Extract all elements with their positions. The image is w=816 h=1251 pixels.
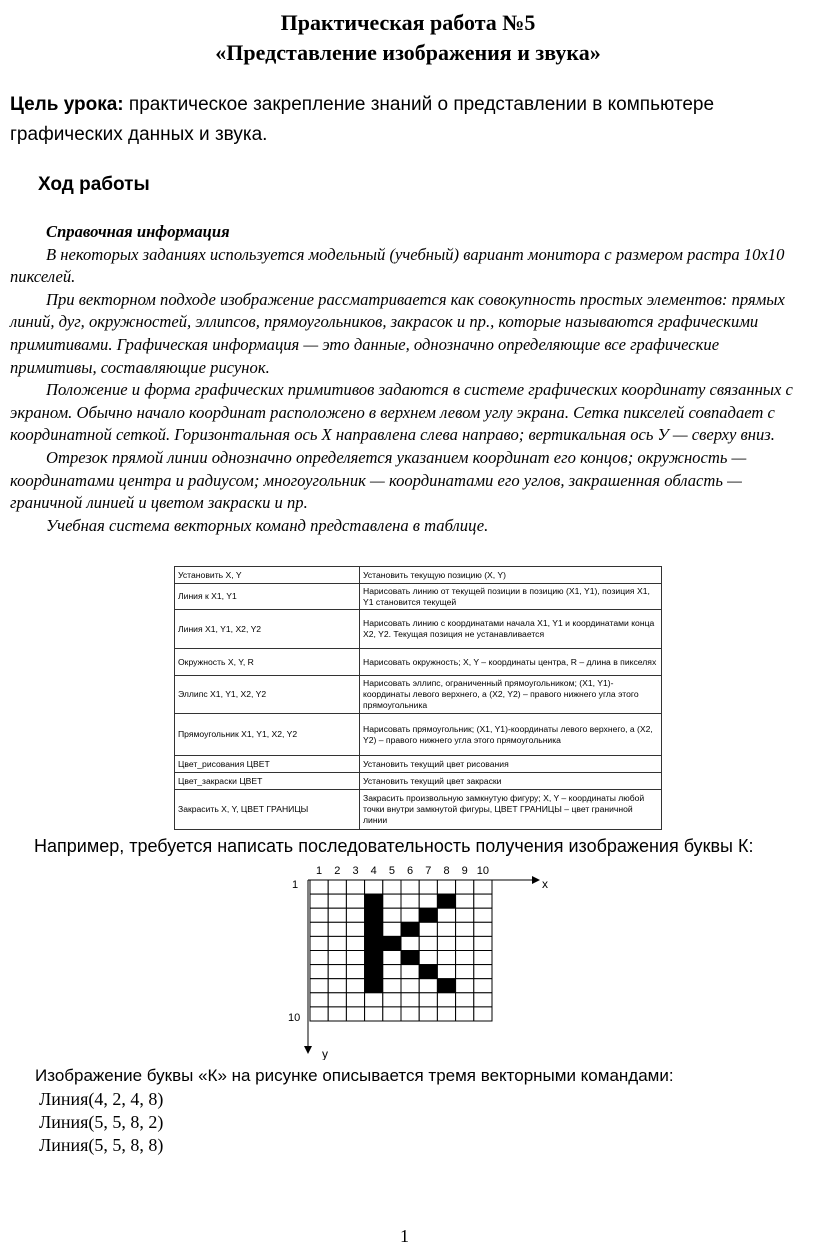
filled-pixel	[401, 922, 419, 936]
grid-cell	[419, 1007, 437, 1021]
grid-cell	[474, 1007, 492, 1021]
grid-cell	[419, 936, 437, 950]
vector-command-1: Линия(4, 2, 4, 8)	[39, 1089, 164, 1109]
table-cell-description: Нарисовать эллипс, ограниченный прямоугольником; (X1, Y1)-координаты левого верхнего, а (X2, Y2) – правого нижнего угла этого прямоугольника	[360, 676, 662, 714]
table-cell-command: Окружность X, Y, R	[175, 649, 360, 676]
grid-cell	[328, 965, 346, 979]
grid-cell	[474, 951, 492, 965]
grid-cell	[456, 1007, 474, 1021]
grid-cell	[346, 880, 364, 894]
grid-cell	[346, 908, 364, 922]
grid-cell	[437, 880, 455, 894]
grid-cell	[437, 965, 455, 979]
grid-cell	[383, 880, 401, 894]
reference-section	[10, 221, 800, 537]
grid-cell	[310, 894, 328, 908]
page-number: 1	[400, 1226, 409, 1246]
grid-cell	[328, 951, 346, 965]
table-cell-command: Закрасить X, Y, ЦВЕТ ГРАНИЦЫ	[175, 790, 360, 830]
page-title-line1: Практическая работа №5	[280, 10, 536, 35]
grid-cell	[474, 993, 492, 1007]
grid-cell	[310, 936, 328, 950]
grid-cell	[419, 894, 437, 908]
grid-cell	[419, 951, 437, 965]
y-bottom-label: 10	[288, 1012, 301, 1024]
filled-pixel	[365, 951, 383, 965]
grid-cell	[456, 894, 474, 908]
x-tick-label: 6	[407, 865, 414, 877]
grid-cell	[456, 993, 474, 1007]
y-top-label: 1	[292, 879, 299, 891]
grid-cell	[419, 979, 437, 993]
y-axis-label: y	[322, 1047, 328, 1060]
grid-cell	[383, 965, 401, 979]
grid-cell	[328, 894, 346, 908]
table-cell-description: Установить текущую позицию (X, Y)	[360, 567, 662, 584]
grid-cell	[437, 993, 455, 1007]
progress-heading: Ход работы	[38, 174, 150, 195]
table-row	[175, 610, 662, 649]
table-cell-command: Линия к X1, Y1	[175, 584, 360, 610]
table-row	[175, 649, 662, 676]
grid-cell	[346, 894, 364, 908]
grid-cell	[401, 965, 419, 979]
x-tick-label: 10	[476, 865, 490, 877]
grid-cell	[474, 880, 492, 894]
filled-pixel	[365, 965, 383, 979]
grid-cell	[474, 922, 492, 936]
grid-cell	[383, 1007, 401, 1021]
grid-cell	[310, 965, 328, 979]
grid-cell	[310, 951, 328, 965]
grid-cell	[383, 922, 401, 936]
grid-cell	[419, 880, 437, 894]
table-row	[175, 790, 662, 830]
grid-cell	[346, 951, 364, 965]
grid-cell	[310, 880, 328, 894]
vector-command-2: Линия(5, 5, 8, 2)	[39, 1112, 164, 1132]
table-cell-description: Установить текущий цвет закраски	[360, 773, 662, 790]
grid-cell	[401, 880, 419, 894]
table-cell-command: Установить X, Y	[175, 567, 360, 584]
page-title-line2: «Представление изображения и звука»	[215, 40, 601, 65]
table-cell-description: Нарисовать линию с координатами начала X1, Y1 и координатами конца X2, Y2. Текущая позиция не устанавливается	[360, 610, 662, 649]
grid-cell	[401, 993, 419, 1007]
grid-cell	[474, 979, 492, 993]
grid-cell	[383, 908, 401, 922]
x-tick-label: 1	[316, 865, 323, 877]
description-text: Изображение буквы «К» на рисунке описывается тремя векторными командами:	[35, 1066, 674, 1085]
table-row	[175, 756, 662, 773]
grid-cell	[456, 922, 474, 936]
grid-cell	[346, 1007, 364, 1021]
grid-cell	[383, 993, 401, 1007]
filled-pixel	[419, 908, 437, 922]
grid-cell	[401, 936, 419, 950]
goal-label: Цель урока:	[10, 94, 124, 115]
reference-heading: Справочная информация	[46, 222, 230, 241]
grid-cell	[328, 880, 346, 894]
grid-cell	[328, 1007, 346, 1021]
grid-cell	[437, 936, 455, 950]
filled-pixel	[365, 936, 383, 950]
grid-cell	[383, 894, 401, 908]
table-cell-command: Прямоугольник X1, Y1, X2, Y2	[175, 714, 360, 756]
reference-paragraph: В некоторых заданиях используется модельный (учебный) вариант монитора с размером растра 10x10 пикселей.	[10, 244, 785, 287]
x-axis-arrow	[532, 876, 540, 884]
table-cell-command: Линия X1, Y1, X2, Y2	[175, 610, 360, 649]
filled-pixel	[437, 979, 455, 993]
x-tick-label: 4	[370, 865, 377, 877]
grid-cell	[437, 951, 455, 965]
grid-cell	[401, 908, 419, 922]
grid-cell	[310, 993, 328, 1007]
grid-cell	[401, 894, 419, 908]
filled-pixel	[365, 922, 383, 936]
grid-cell	[474, 894, 492, 908]
grid-cell	[328, 922, 346, 936]
lesson-goal	[10, 90, 810, 150]
table-cell-description: Нарисовать окружность; X, Y – координаты центра, R – длина в пикселях	[360, 649, 662, 676]
reference-paragraph: Учебная система векторных команд представлена в таблице.	[46, 515, 489, 535]
grid-cell	[456, 880, 474, 894]
table-row	[175, 714, 662, 756]
grid-cell	[346, 922, 364, 936]
grid-cell	[328, 979, 346, 993]
table-row	[175, 676, 662, 714]
grid-cell	[310, 922, 328, 936]
filled-pixel	[365, 894, 383, 908]
grid-cell	[365, 993, 383, 1007]
vector-command-table	[174, 566, 662, 830]
filled-pixel	[437, 894, 455, 908]
grid-cell	[328, 908, 346, 922]
x-tick-label: 9	[461, 865, 468, 877]
table-cell-description: Нарисовать линию от текущей позиции в позицию (X1, Y1), позиция X1, Y1 становится текущей	[360, 584, 662, 610]
x-axis-label: x	[542, 877, 548, 891]
grid-cell	[437, 1007, 455, 1021]
table-cell-description: Закрасить произвольную замкнутую фигуру; X, Y – координаты любой точки внутри замкнутой фигуры, ЦВЕТ ГРАНИЦЫ – цвет граничной линии	[360, 790, 662, 830]
grid-cell	[456, 936, 474, 950]
grid-cell	[383, 951, 401, 965]
grid-cell	[401, 1007, 419, 1021]
grid-cell	[346, 979, 364, 993]
grid-cell	[383, 979, 401, 993]
x-tick-labels	[316, 865, 489, 877]
grid-cell	[310, 1007, 328, 1021]
grid-cell	[474, 936, 492, 950]
filled-pixel	[365, 908, 383, 922]
grid-cell	[474, 908, 492, 922]
grid-cell	[346, 936, 364, 950]
grid-cell	[401, 979, 419, 993]
table-cell-command: Эллипс X1, Y1, X2, Y2	[175, 676, 360, 714]
x-tick-label: 2	[334, 865, 341, 877]
grid-cell	[474, 965, 492, 979]
filled-pixel	[401, 951, 419, 965]
grid-cell	[419, 993, 437, 1007]
example-text: Например, требуется написать последовательность получения изображения буквы К:	[34, 836, 754, 856]
table-row	[175, 567, 662, 584]
grid-cell	[419, 922, 437, 936]
grid-cell	[310, 908, 328, 922]
filled-pixel	[383, 936, 401, 950]
grid-cell	[437, 922, 455, 936]
grid-cell	[328, 936, 346, 950]
y-axis-arrow	[304, 1046, 312, 1054]
filled-pixel	[365, 979, 383, 993]
grid-cell	[456, 979, 474, 993]
reference-paragraph: Отрезок прямой линии однозначно определяется указанием координат его концов; окружность — координатами центра и радиусом; многоугольник — координатами его углов, закрашенная область — граничной линией и цветом закраски и пр.	[10, 447, 747, 513]
grid-cell	[365, 880, 383, 894]
letter-k-grid-figure	[270, 860, 570, 1060]
table-cell-command: Цвет_закраски ЦВЕТ	[175, 773, 360, 790]
x-tick-label: 8	[443, 865, 450, 877]
grid-cell	[437, 908, 455, 922]
grid-cell	[328, 993, 346, 1007]
grid-cell	[456, 908, 474, 922]
grid-cell	[365, 1007, 383, 1021]
reference-paragraph: При векторном подходе изображение рассматривается как совокупность простых элементов: прямых линий, дуг, окружностей, эллипсов, прямоугольников, закрасок и пр., которые называются графическими примитивами. Графическая информация — это данные, однозначно определяющие все графические примитивы, составляющие рисунок.	[10, 289, 785, 377]
goal-text: практическое закрепление знаний о представлении в компьютере графических данных и звука.	[10, 94, 715, 145]
grid-cell	[456, 965, 474, 979]
vector-command-3: Линия(5, 5, 8, 8)	[39, 1135, 164, 1155]
grid-cell	[346, 965, 364, 979]
x-tick-label: 3	[352, 865, 359, 877]
grid-cell	[456, 951, 474, 965]
grid-cell	[310, 979, 328, 993]
x-tick-label: 7	[425, 865, 432, 877]
filled-pixel	[419, 965, 437, 979]
table-cell-command: Цвет_рисования ЦВЕТ	[175, 756, 360, 773]
reference-paragraph: Положение и форма графических примитивов задаются в системе графических координату связанных с экраном. Обычно начало координат расположено в верхнем левом углу экрана. Сетка пикселей совпадает с координатной сеткой. Горизонтальная ось X направлена слева направо; вертикальная ось У — сверху вниз.	[10, 380, 793, 445]
x-tick-label: 5	[388, 865, 395, 877]
table-cell-description: Нарисовать прямоугольник; (X1, Y1)-координаты левого верхнего, а (X2, Y2) – правого нижнего угла этого прямоугольника	[360, 714, 662, 756]
grid-cell	[346, 993, 364, 1007]
table-row	[175, 584, 662, 610]
table-cell-description: Установить текущий цвет рисования	[360, 756, 662, 773]
table-row	[175, 773, 662, 790]
